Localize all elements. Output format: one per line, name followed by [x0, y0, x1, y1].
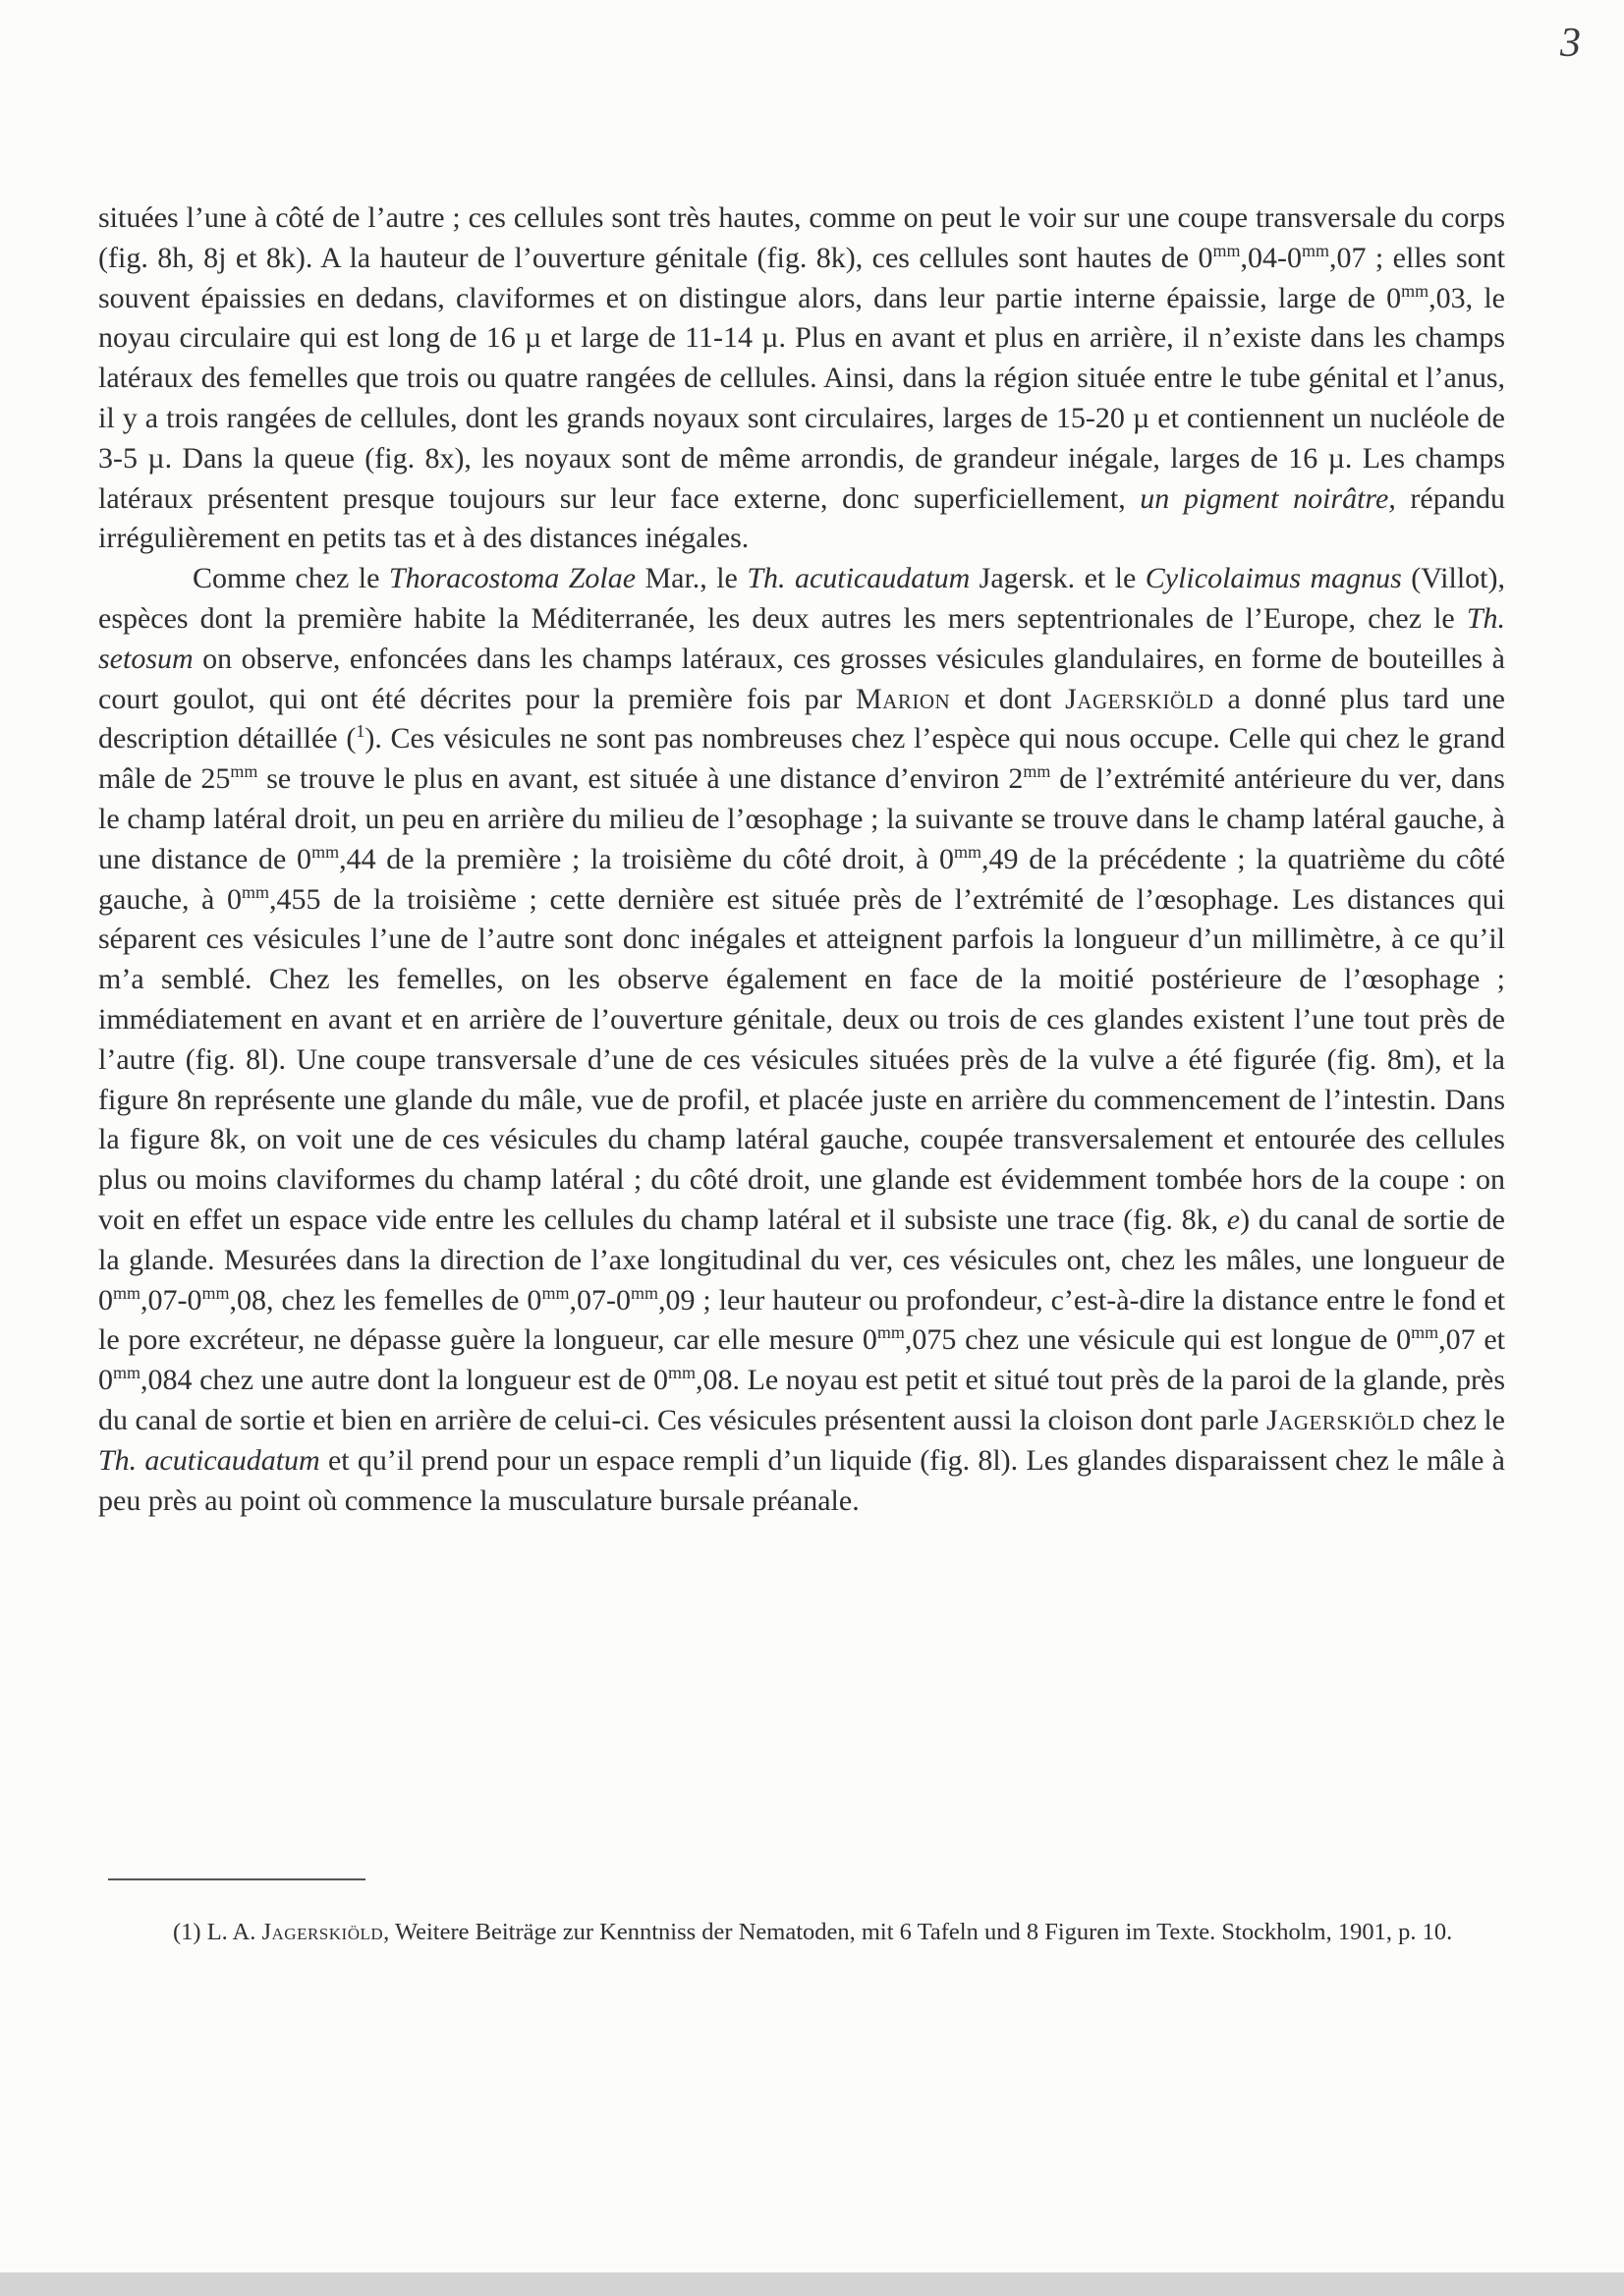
- text-run: ,07 ; elles sont souvent épaissies en dedans, claviformes et on distingue alors, dans leur partie interne épaissie, large de 0: [98, 241, 1505, 314]
- text-run: ,455 de la troisième ; cette dernière est située près de l’extrémité de l’œsophage. Les distances qui séparent ces vésicules l’une de l’autre sont donc inégales et atteignent parfois la longueur d’un millimètre, à ce qu’il m’a semblé. Chez les femelles, on les observe également en face de la moitié postérieure de l’œsophage ; immédiatement en avant et en arrière de l’ouverture génitale, deux ou trois de ces glandes existent l’une tout près de l’autre (fig. 8l). Une coupe transversale d’une de ces vésicules situées près de la vulve a été figurée (fig. 8m), et la figure 8n représente une glande du mâle, vue de profil, et placée juste en arrière du commencement de l’intestin. Dans la figure 8k, on voit une de ces vésicules du champ latéral gauche, coupée transversalement et entourée des cellules plus ou moins claviformes du champ latéral ; du côté droit, une glande est évidemment tombée hors de la coupe : on voit en effet un espace vide entre les cellules du champ latéral et il subsiste une trace (fig. 8k,: [98, 882, 1505, 1236]
- superscript: mm: [113, 1282, 141, 1303]
- text-run: ) du canal de sortie de la glande. Mesurées dans la direction de l’axe longitudinal du ver, ces vésicules ont, chez les mâles, une longueur de 0: [98, 1203, 1505, 1316]
- text-run: et dont: [950, 682, 1066, 715]
- text-run: ,07-0: [569, 1283, 631, 1316]
- author-name: Jagerskiöld: [1266, 1403, 1416, 1436]
- body-paragraph: [98, 559, 1505, 1521]
- superscript: mm: [201, 1282, 230, 1303]
- superscript: mm: [954, 841, 982, 862]
- text-run: chez le: [1415, 1403, 1505, 1436]
- superscript: 1: [356, 721, 365, 742]
- text-run: ,09 ; leur hauteur ou profondeur, c’est-à-dire la distance entre le fond et le pore excréteur, ne dépasse guère la longueur, car elle mesure 0: [98, 1283, 1506, 1357]
- superscript: mm: [1411, 1322, 1439, 1343]
- text-run: se trouve le plus en avant, est située à une distance d’environ 2: [257, 762, 1024, 796]
- page-number: 3: [1560, 21, 1581, 66]
- superscript: mm: [241, 881, 269, 902]
- italic-text: e: [1226, 1203, 1241, 1236]
- superscript: mm: [668, 1363, 697, 1383]
- author-name: Jagerskiöld: [261, 1918, 384, 1945]
- text-run: ,075 chez une vésicule qui est longue de 0: [904, 1323, 1412, 1357]
- text-run: Mar., le: [636, 562, 748, 595]
- text-run: situées l’une à côté de l’autre ; ces cellules sont très hautes, comme on peut le voir sur une coupe transversale du corps (fig. 8h, 8j et 8k). A la hauteur de l’ouverture génitale (fig. 8k), ces cellules sont hautes de 0: [98, 201, 1505, 274]
- text-run: ). Ces vésicules ne sont pas nombreuses chez l’espèce qui nous occupe. Celle qui chez le grand mâle de 25: [98, 722, 1505, 796]
- scan-bottom-edge: [0, 2272, 1624, 2296]
- text-run: ,08. Le noyau est petit et situé tout près de la paroi de la glande, près du canal de sortie et bien en arrière de celui-ci. Ces vésicules présentent aussi la cloison dont parle: [98, 1364, 1505, 1436]
- footnote-divider: [108, 1878, 365, 1880]
- superscript: mm: [876, 1322, 905, 1343]
- superscript: mm: [1212, 240, 1241, 260]
- text-run: (Villot), espèces dont la première habite la Méditerranée, les deux autres les mers septentrionales de l’Europe, chez le: [98, 562, 1505, 635]
- italic-text: Thoracostoma Zolae: [388, 562, 637, 595]
- text-run: répandu irrégulièrement en petits tas et à des distances inégales.: [98, 481, 1506, 555]
- text-run: et qu’il prend pour un espace rempli d’un liquide (fig. 8l). Les glandes disparaissent chez le mâle à peu près au point où commence la musculature bursale préanale.: [98, 1443, 1505, 1517]
- text-run: ,04-0: [1240, 241, 1302, 274]
- superscript: mm: [230, 761, 258, 782]
- superscript: mm: [113, 1363, 141, 1383]
- footnote: [102, 1913, 1505, 1951]
- superscript: mm: [541, 1282, 570, 1303]
- italic-text: un pigment noirâtre,: [1140, 481, 1396, 515]
- italic-text: Th. setosum: [98, 601, 1505, 675]
- text-run: ,49 de la précédente ; la quatrième du côté gauche, à 0: [98, 842, 1506, 916]
- text-run: ,07-0: [140, 1283, 202, 1316]
- superscript: mm: [1023, 761, 1051, 782]
- text-run: Jagersk. et le: [970, 562, 1146, 595]
- italic-text: Th. acuticaudatum: [747, 562, 971, 595]
- italic-text: Th. acuticaudatum: [98, 1443, 320, 1477]
- text-run: de l’extrémité antérieure du ver, dans le champ latéral droit, un peu en arrière du milieu de l’œsophage ; la suivante se trouve dans le champ latéral gauche, à une distance de 0: [98, 762, 1505, 875]
- text-run: (1) L. A.: [173, 1918, 262, 1945]
- superscript: mm: [1302, 240, 1330, 260]
- body-paragraph: [98, 198, 1505, 559]
- text-run: ,084 chez une autre dont la longueur est de 0: [140, 1364, 669, 1397]
- text-run: ,03, le noyau circulaire qui est long de 16 µ et large de 11-14 µ. Plus en avant et plus en arrière, il n’existe dans les champs latéraux des femelles que trois ou quatre rangées de cellules. Ainsi, dans la région située entre le tube génital et l’anus, il y a trois rangées de cellules, dont les grands noyaux sont circulaires, larges de 15-20 µ et contiennent un nucléole de 3-5 µ. Dans la queue (fig. 8x), les noyaux sont de même arrondis, de grandeur inégale, larges de 16 µ. Les champs latéraux présentent presque toujours sur leur face externe, donc superficiellement,: [98, 281, 1505, 515]
- superscript: mm: [630, 1282, 658, 1303]
- text-run: Comme chez le: [193, 562, 389, 595]
- author-name: Jagerskiöld: [1065, 682, 1214, 715]
- superscript: mm: [1401, 280, 1429, 301]
- text-run: , Weitere Beiträge zur Kenntniss der Nematoden, mit 6 Tafeln und 8 Figuren im Texte. Stockholm, 1901, p. 10.: [383, 1918, 1453, 1945]
- text-run: on observe, enfoncées dans les champs latéraux, ces grosses vésicules glandulaires, en forme de bouteilles à court goulot, qui ont été décrites pour la première fois par: [98, 642, 1505, 715]
- text-run: ,08, chez les femelles de 0: [229, 1283, 542, 1316]
- author-name: Marion: [856, 682, 951, 715]
- superscript: mm: [311, 841, 340, 862]
- main-text: [98, 198, 1505, 1521]
- italic-text: Cylicolaimus magnus: [1145, 562, 1402, 595]
- text-run: ,07 et 0: [98, 1323, 1505, 1397]
- text-run: a donné plus tard une description détaillée (: [98, 682, 1505, 756]
- text-run: ,44 de la première ; la troisième du côté droit, à 0: [339, 842, 955, 875]
